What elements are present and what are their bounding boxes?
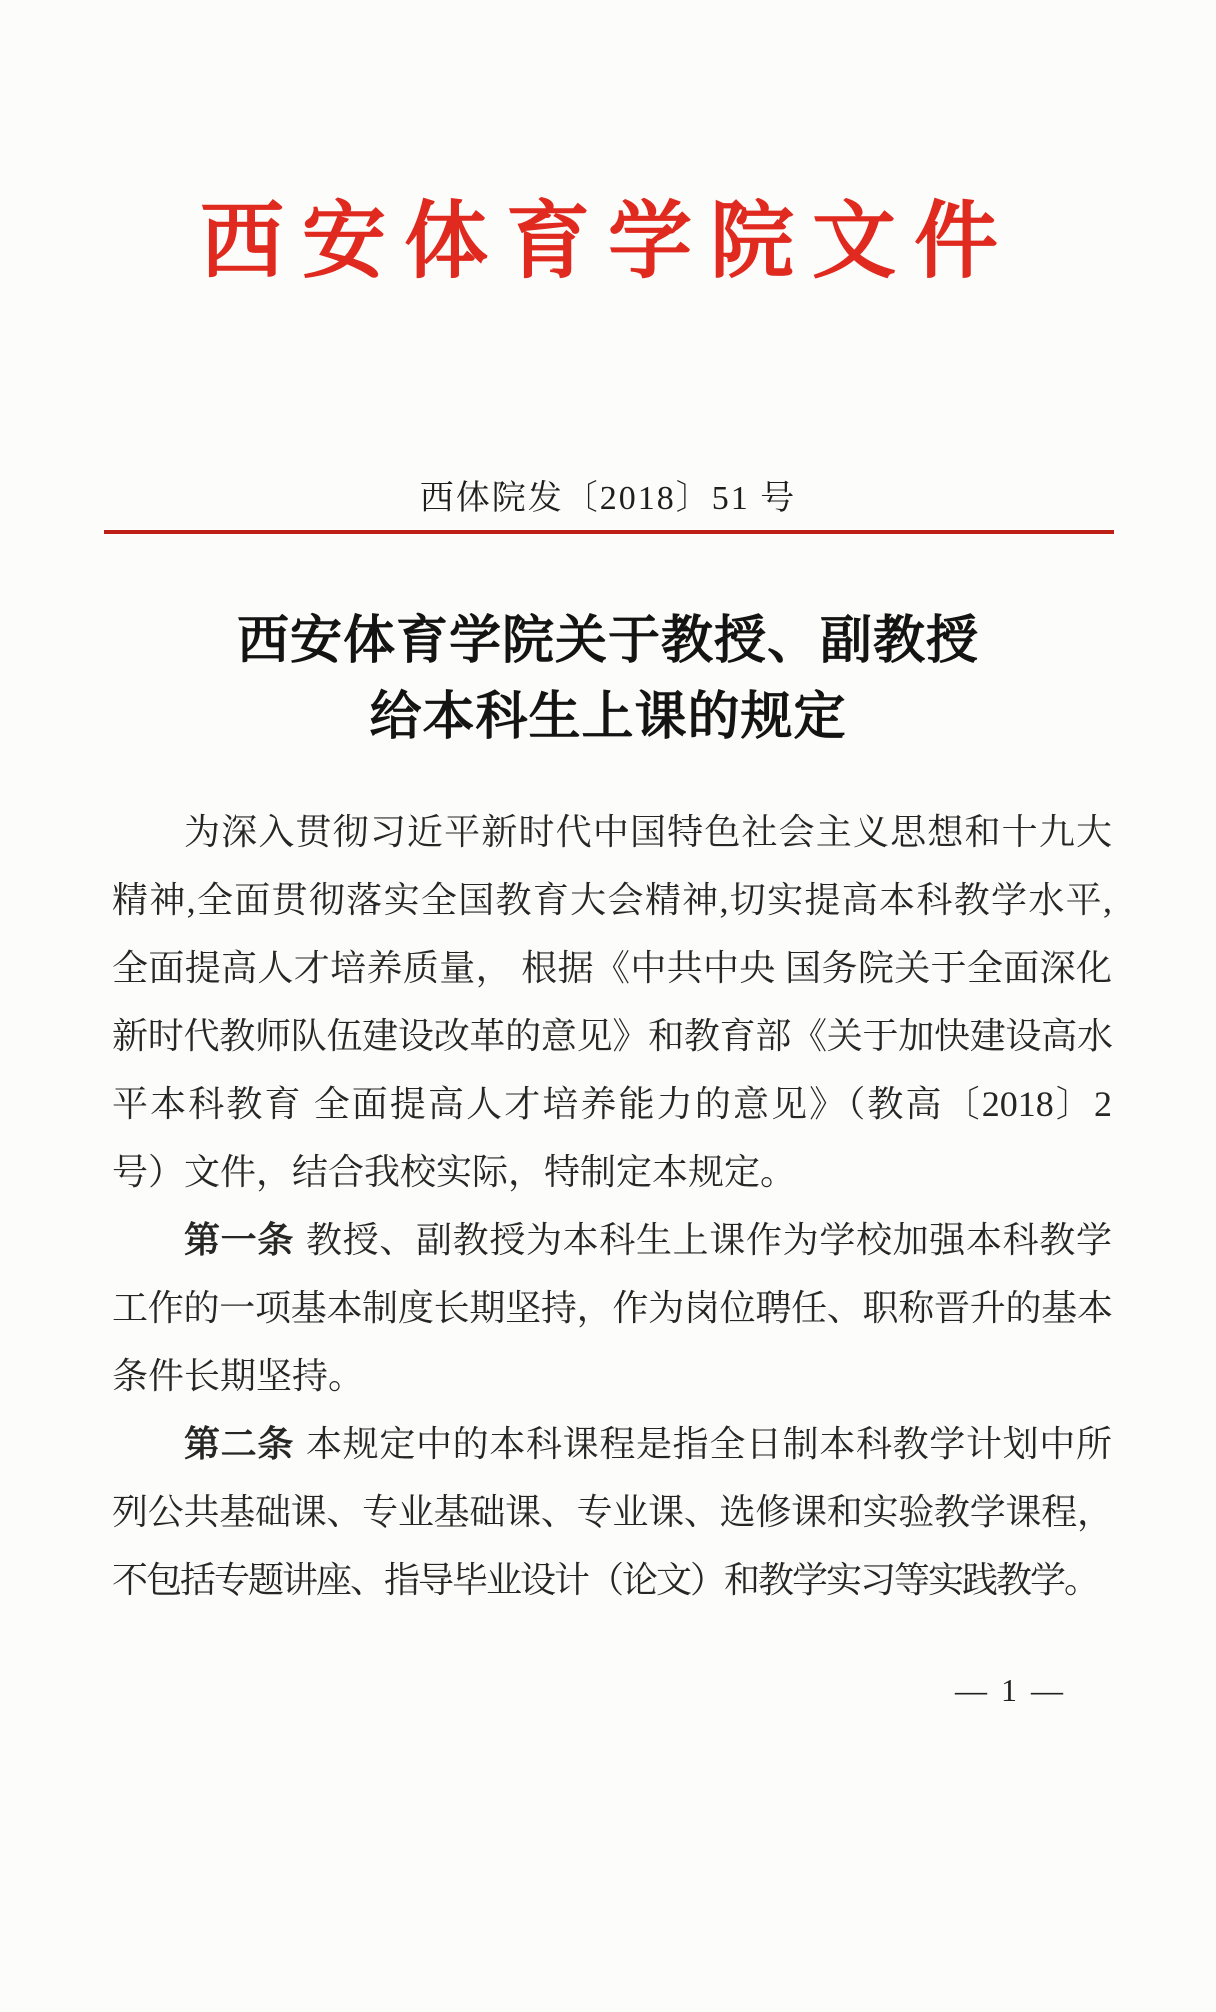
body-line: 为深入贯彻习近平新时代中国特色社会主义思想和十九大 <box>184 811 1112 852</box>
article-1-label: 第一条 <box>184 1219 294 1260</box>
document-body <box>112 798 1112 1614</box>
body-line <box>112 1206 1112 1274</box>
body-line: 列公共基础课、专业基础课、专业课、选修课和实验教学课程， <box>112 1491 1112 1532</box>
body-line: 新时代教师队伍建设改革的意见》和教育部《关于加快建设高水 <box>112 1015 1112 1056</box>
body-line: 条件长期坚持。 <box>112 1355 365 1396</box>
body-line: 全面提高人才培养质量， 根据《中共中央 国务院关于全面深化 <box>112 947 1112 988</box>
body-line-text: 教授、副教授为本科生上课作为学校加强本科教学 <box>306 1219 1112 1260</box>
page-number: — 1 — <box>955 1671 1066 1708</box>
body-line: 不包括专题讲座、指导毕业设计（论文）和教学实习等实践教学。 <box>112 1559 1099 1600</box>
body-line <box>112 1410 1112 1478</box>
body-line: 号）文件，结合我校实际，特制定本规定。 <box>112 1151 797 1192</box>
letterhead-title: 西安体育学院文件 <box>199 196 1016 289</box>
red-separator-line <box>104 530 1114 534</box>
article-2-label: 第二条 <box>184 1423 294 1464</box>
body-line: 工作的一项基本制度长期坚持，作为岗位聘任、职称晋升的基本 <box>112 1287 1112 1328</box>
document-title <box>0 604 1216 756</box>
document-title-line1: 西安体育学院关于教授、副教授 <box>236 612 979 670</box>
body-line: 精神,全面贯彻落实全国教育大会精神,切实提高本科教学水平, <box>112 879 1112 920</box>
document-title-line2: 给本科生上课的规定 <box>369 688 847 746</box>
document-number: 西体院发〔2018〕51 号 <box>419 480 797 518</box>
document-page <box>0 188 1216 2012</box>
body-line-text: 本规定中的本科课程是指全日制本科教学计划中所 <box>306 1423 1112 1464</box>
body-line: 平本科教育 全面提高人才培养能力的意见》（教高〔2018〕2 <box>112 1083 1112 1124</box>
